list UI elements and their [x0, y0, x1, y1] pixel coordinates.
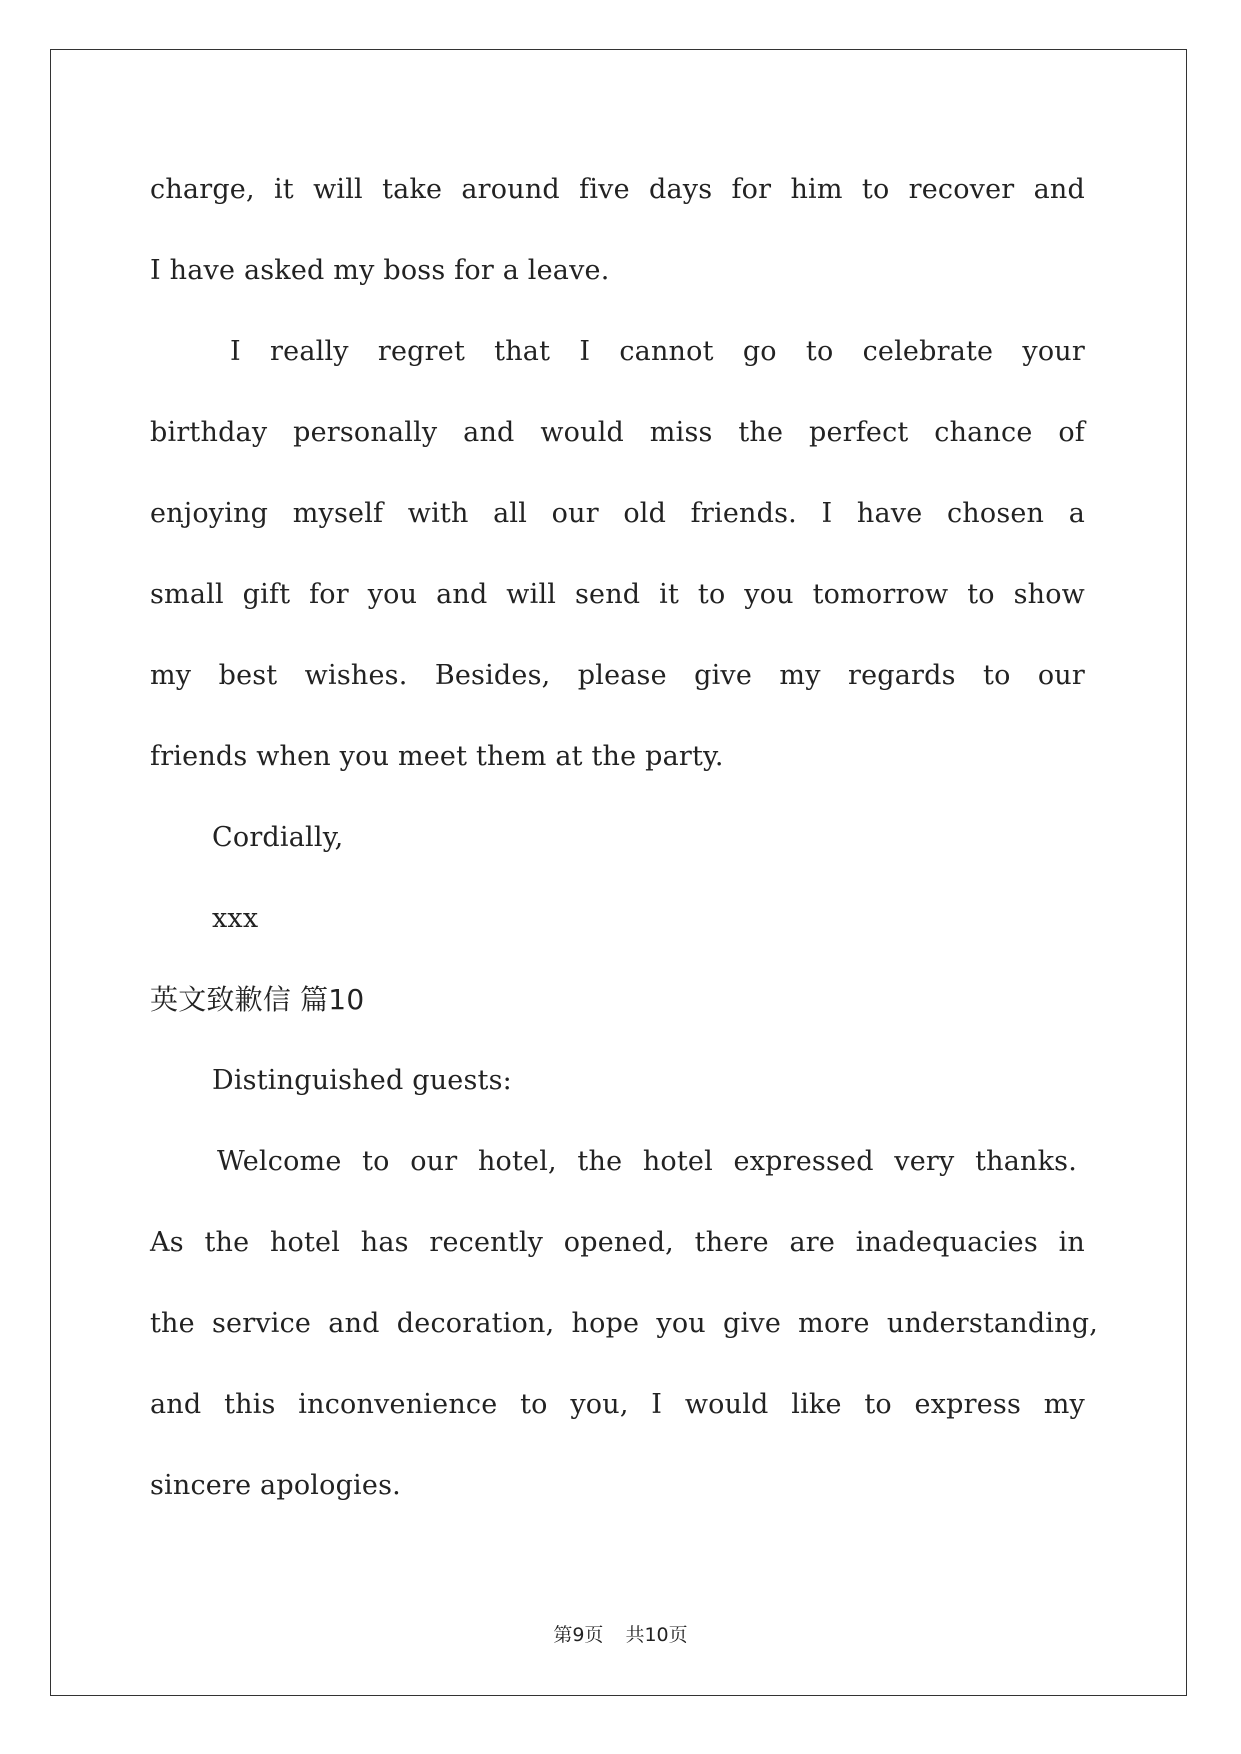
body-line: Welcome to our hotel, the hotel expressed very thanks.: [217, 1146, 1077, 1177]
section-heading: 英文致歉信 篇10: [150, 983, 365, 1016]
page-number: 第9页: [553, 1624, 604, 1646]
body-line: I have asked my boss for a leave.: [150, 255, 610, 286]
page-footer: [0, 1620, 1241, 1647]
body-line: charge, it will take around five days for him to recover and: [150, 174, 1085, 205]
page-total: 共10页: [625, 1624, 688, 1646]
closing: Cordially,: [212, 822, 344, 853]
body-line: and this inconvenience to you, I would like to express my: [150, 1389, 1085, 1420]
body-line: the service and decoration, hope you give more understanding,: [150, 1308, 1098, 1339]
body-line: birthday personally and would miss the perfect chance of: [150, 417, 1085, 448]
body-line: friends when you meet them at the party.: [150, 741, 724, 772]
signature: xxx: [212, 903, 259, 934]
salutation: Distinguished guests:: [212, 1065, 512, 1096]
body-line: small gift for you and will send it to you tomorrow to show: [150, 579, 1085, 610]
body-line: sincere apologies.: [150, 1470, 401, 1501]
body-line: my best wishes. Besides, please give my regards to our: [150, 660, 1085, 691]
page-border: [50, 49, 1187, 1696]
body-line: As the hotel has recently opened, there are inadequacies in: [150, 1227, 1085, 1258]
body-line: enjoying myself with all our old friends. I have chosen a: [150, 498, 1085, 529]
body-line: I really regret that I cannot go to celebrate your: [230, 336, 1085, 367]
